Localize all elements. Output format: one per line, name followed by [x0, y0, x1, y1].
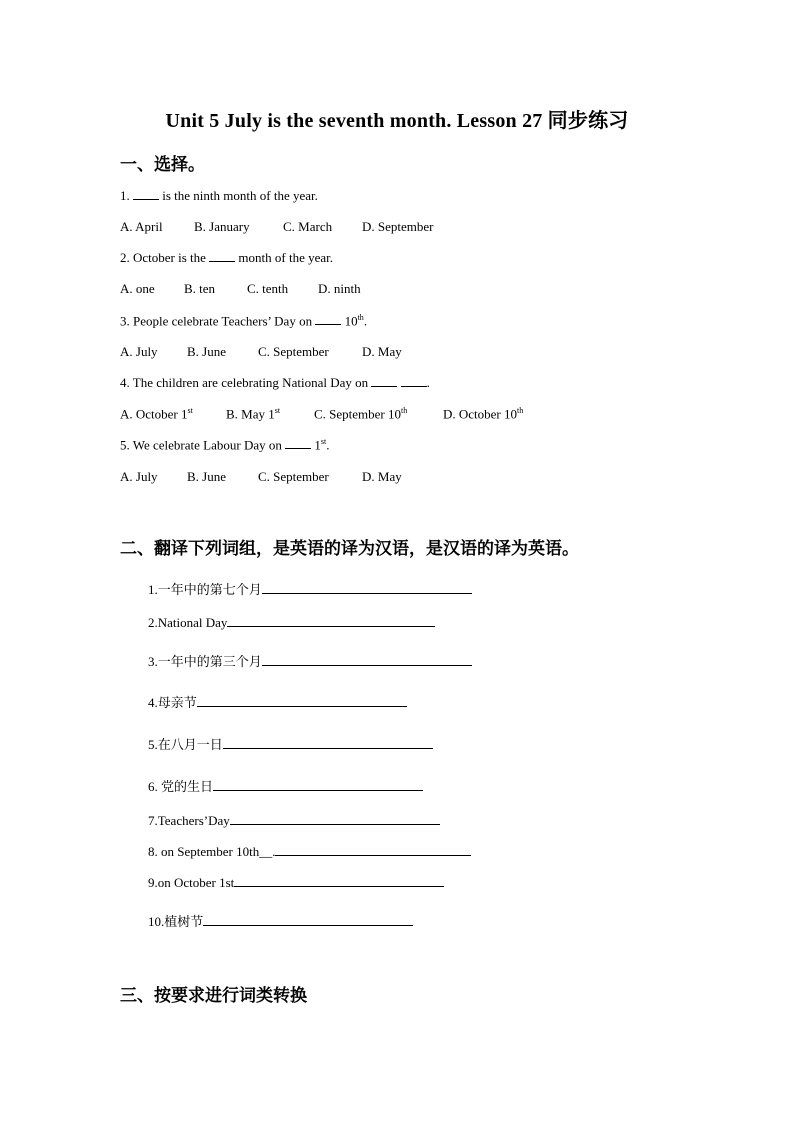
- option-d[interactable]: D. May: [362, 344, 402, 359]
- translation-item-1: 1.一年中的第七个月: [148, 579, 472, 598]
- answer-blank[interactable]: [209, 250, 235, 262]
- answer-line[interactable]: [203, 913, 413, 926]
- translation-item-3: 3.一年中的第三个月: [148, 651, 472, 670]
- answer-line[interactable]: [234, 874, 444, 887]
- answer-line[interactable]: [275, 843, 471, 856]
- question-2-prefix: 2. October is the: [120, 250, 210, 265]
- answer-line[interactable]: [230, 812, 440, 825]
- question-2: [120, 250, 333, 266]
- ordinal-suffix: st: [320, 437, 327, 446]
- option-d[interactable]: D. October 10th: [443, 406, 524, 422]
- option-a[interactable]: A. October 1st: [120, 406, 193, 422]
- question-3-end: .: [363, 313, 368, 329]
- option-b[interactable]: B. June: [187, 344, 226, 359]
- question-4-prefix: 4. The children are celebrating National Day on: [120, 375, 372, 390]
- section-1-heading: 一、选择。: [120, 155, 205, 175]
- answer-line[interactable]: [197, 694, 407, 707]
- translation-item-6: 6. 党的生日: [148, 776, 423, 795]
- option-a[interactable]: A. one: [120, 281, 155, 296]
- translation-item-10: 10.植树节: [148, 911, 413, 930]
- question-5-end: .: [326, 437, 330, 453]
- option-c[interactable]: C. September: [258, 469, 329, 484]
- option-d[interactable]: D. September: [362, 219, 434, 234]
- option-c[interactable]: C. September: [258, 344, 329, 359]
- answer-blank[interactable]: [315, 313, 341, 325]
- answer-blank[interactable]: [133, 188, 159, 200]
- answer-line[interactable]: [227, 614, 435, 627]
- question-3-suffix: 10: [341, 313, 358, 329]
- answer-line[interactable]: [213, 778, 423, 791]
- page-title: Unit 5 July is the seventh month. Lesson 27 同步练习: [165, 110, 629, 132]
- question-3: [120, 313, 367, 329]
- option-a[interactable]: A. July: [120, 469, 158, 484]
- option-a[interactable]: A. July: [120, 344, 158, 359]
- option-c[interactable]: C. September 10th: [314, 406, 408, 422]
- translation-item-9: 9.on October 1st: [148, 874, 444, 891]
- question-4: [120, 375, 430, 391]
- question-5-prefix: 5. We celebrate Labour Day on: [120, 437, 286, 453]
- question-5-suffix: 1: [311, 437, 321, 453]
- translation-item-5: 5.在八月一日: [148, 734, 433, 753]
- translation-item-7: 7.Teachers’Day: [148, 812, 440, 829]
- option-b[interactable]: B. May 1st: [226, 406, 281, 422]
- answer-blank[interactable]: [285, 437, 311, 449]
- question-1-suffix: is the ninth month of the year.: [159, 188, 318, 203]
- section-2-heading: 二、翻译下列词组，是英语的译为汉语，是汉语的译为英语。: [120, 539, 579, 559]
- question-1-prefix: 1.: [120, 188, 133, 203]
- translation-item-4: 4.母亲节: [148, 692, 407, 711]
- option-a[interactable]: A. April: [120, 219, 163, 234]
- translation-item-2: 2.National Day: [148, 614, 435, 631]
- answer-blank[interactable]: [371, 375, 397, 387]
- option-c[interactable]: C. March: [283, 219, 333, 234]
- answer-blank[interactable]: [401, 375, 427, 387]
- option-b[interactable]: B. January: [194, 219, 250, 234]
- answer-line[interactable]: [262, 653, 472, 666]
- answer-line[interactable]: [223, 736, 433, 749]
- ordinal-suffix: th: [357, 313, 364, 322]
- option-d[interactable]: D. May: [362, 469, 402, 484]
- question-5: [120, 437, 329, 453]
- question-2-suffix: month of the year.: [235, 250, 334, 265]
- option-c[interactable]: C. tenth: [247, 281, 289, 296]
- answer-line[interactable]: [262, 581, 472, 594]
- question-1: [120, 188, 318, 204]
- question-3-prefix: 3. People celebrate Teachers’ Day on: [120, 313, 316, 329]
- option-d[interactable]: D. ninth: [318, 281, 361, 296]
- question-4-end: .: [426, 375, 430, 390]
- translation-item-8: 8. on September 10th__.: [148, 843, 471, 860]
- option-b[interactable]: B. ten: [184, 281, 216, 296]
- option-b[interactable]: B. June: [187, 469, 226, 484]
- section-3-heading: 三、按要求进行词类转换: [120, 986, 307, 1006]
